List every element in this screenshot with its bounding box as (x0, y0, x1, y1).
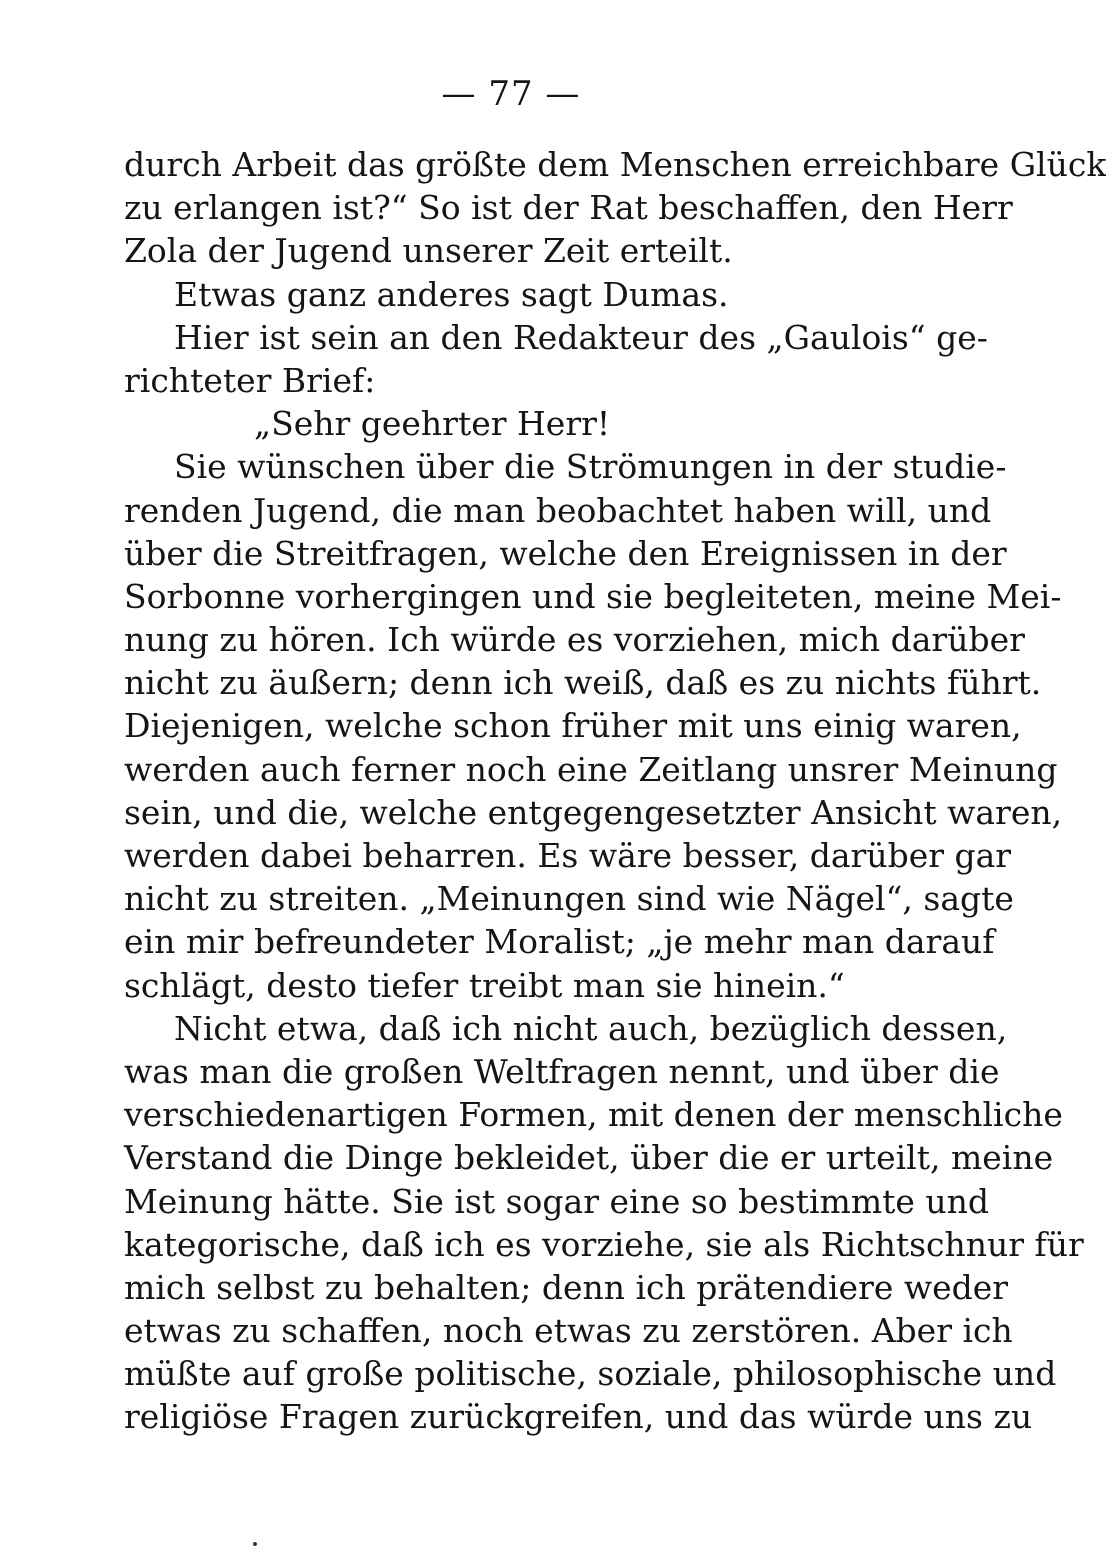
body-text (124, 143, 1106, 1439)
text-line: sein, und die, welche entgegengesetzter Ansicht waren, (124, 792, 1063, 832)
text-line: werden auch ferner noch eine Zeitlang unsrer Meinung (124, 749, 1058, 789)
text-line: ein mir befreundeter Moralist; „je mehr man darauf (124, 922, 995, 962)
text-line: Etwas ganz anderes sagt Dumas. (174, 274, 729, 314)
text-line: richteter Brief: (124, 360, 376, 400)
text-line: über die Streitfragen, welche den Ereignissen in der (124, 533, 1007, 573)
text-line: zu erlangen ist?“ So ist der Rat beschaffen, den Herr (124, 188, 1013, 228)
text-line: Hier ist sein an den Redakteur des „Gaulois“ ge- (174, 317, 988, 357)
page-number: — 77 — (441, 74, 581, 114)
text-line: was man die großen Weltfragen nennt, und über die (124, 1051, 1000, 1091)
text-line: Verstand die Dinge bekleidet, über die er urteilt, meine (124, 1138, 1054, 1178)
text-line: nicht zu streiten. „Meinungen sind wie Nägel“, sagte (124, 879, 1014, 919)
text-line: Sorbonne vorhergingen und sie begleiteten, meine Mei- (124, 576, 1062, 616)
text-line: Nicht etwa, daß ich nicht auch, bezüglich dessen, (174, 1008, 1008, 1048)
text-line: werden dabei beharren. Es wäre besser, darüber gar (124, 836, 1012, 875)
text-line: verschiedenartigen Formen, mit denen der menschliche (124, 1095, 1063, 1135)
salutation: „Sehr geehrter Herr! (254, 404, 611, 444)
text-line: nung zu hören. Ich würde es vorziehen, mich darüber (124, 620, 1025, 660)
text-line: Sie wünschen über die Strömungen in der studie- (174, 447, 1007, 487)
text-line: schlägt, desto tiefer treibt man sie hinein.“ (124, 965, 845, 1005)
text-line: mich selbst zu behalten; denn ich prätendiere weder (124, 1267, 1009, 1307)
text-line: durch Arbeit das größte dem Menschen erreichbare Glück (124, 145, 1106, 184)
text-line: Zola der Jugend unserer Zeit erteilt. (124, 231, 733, 271)
text-line: Meinung hätte. Sie ist sogar eine so bestimmte und (124, 1181, 990, 1221)
text-line: müßte auf große politische, soziale, philosophische und (124, 1354, 1057, 1394)
ink-speck (253, 1542, 257, 1546)
text-line: religiöse Fragen zurückgreifen, und das würde uns zu (124, 1397, 1033, 1437)
text-line: renden Jugend, die man beobachtet haben will, und (124, 490, 992, 530)
text-line: etwas zu schaffen, noch etwas zu zerstören. Aber ich (124, 1311, 1013, 1351)
text-line: nicht zu äußern; denn ich weiß, daß es zu nichts führt. (124, 663, 1042, 703)
text-line: Diejenigen, welche schon früher mit uns einig waren, (124, 706, 1022, 746)
text-line: kategorische, daß ich es vorziehe, sie als Richtschnur für (124, 1224, 1084, 1264)
